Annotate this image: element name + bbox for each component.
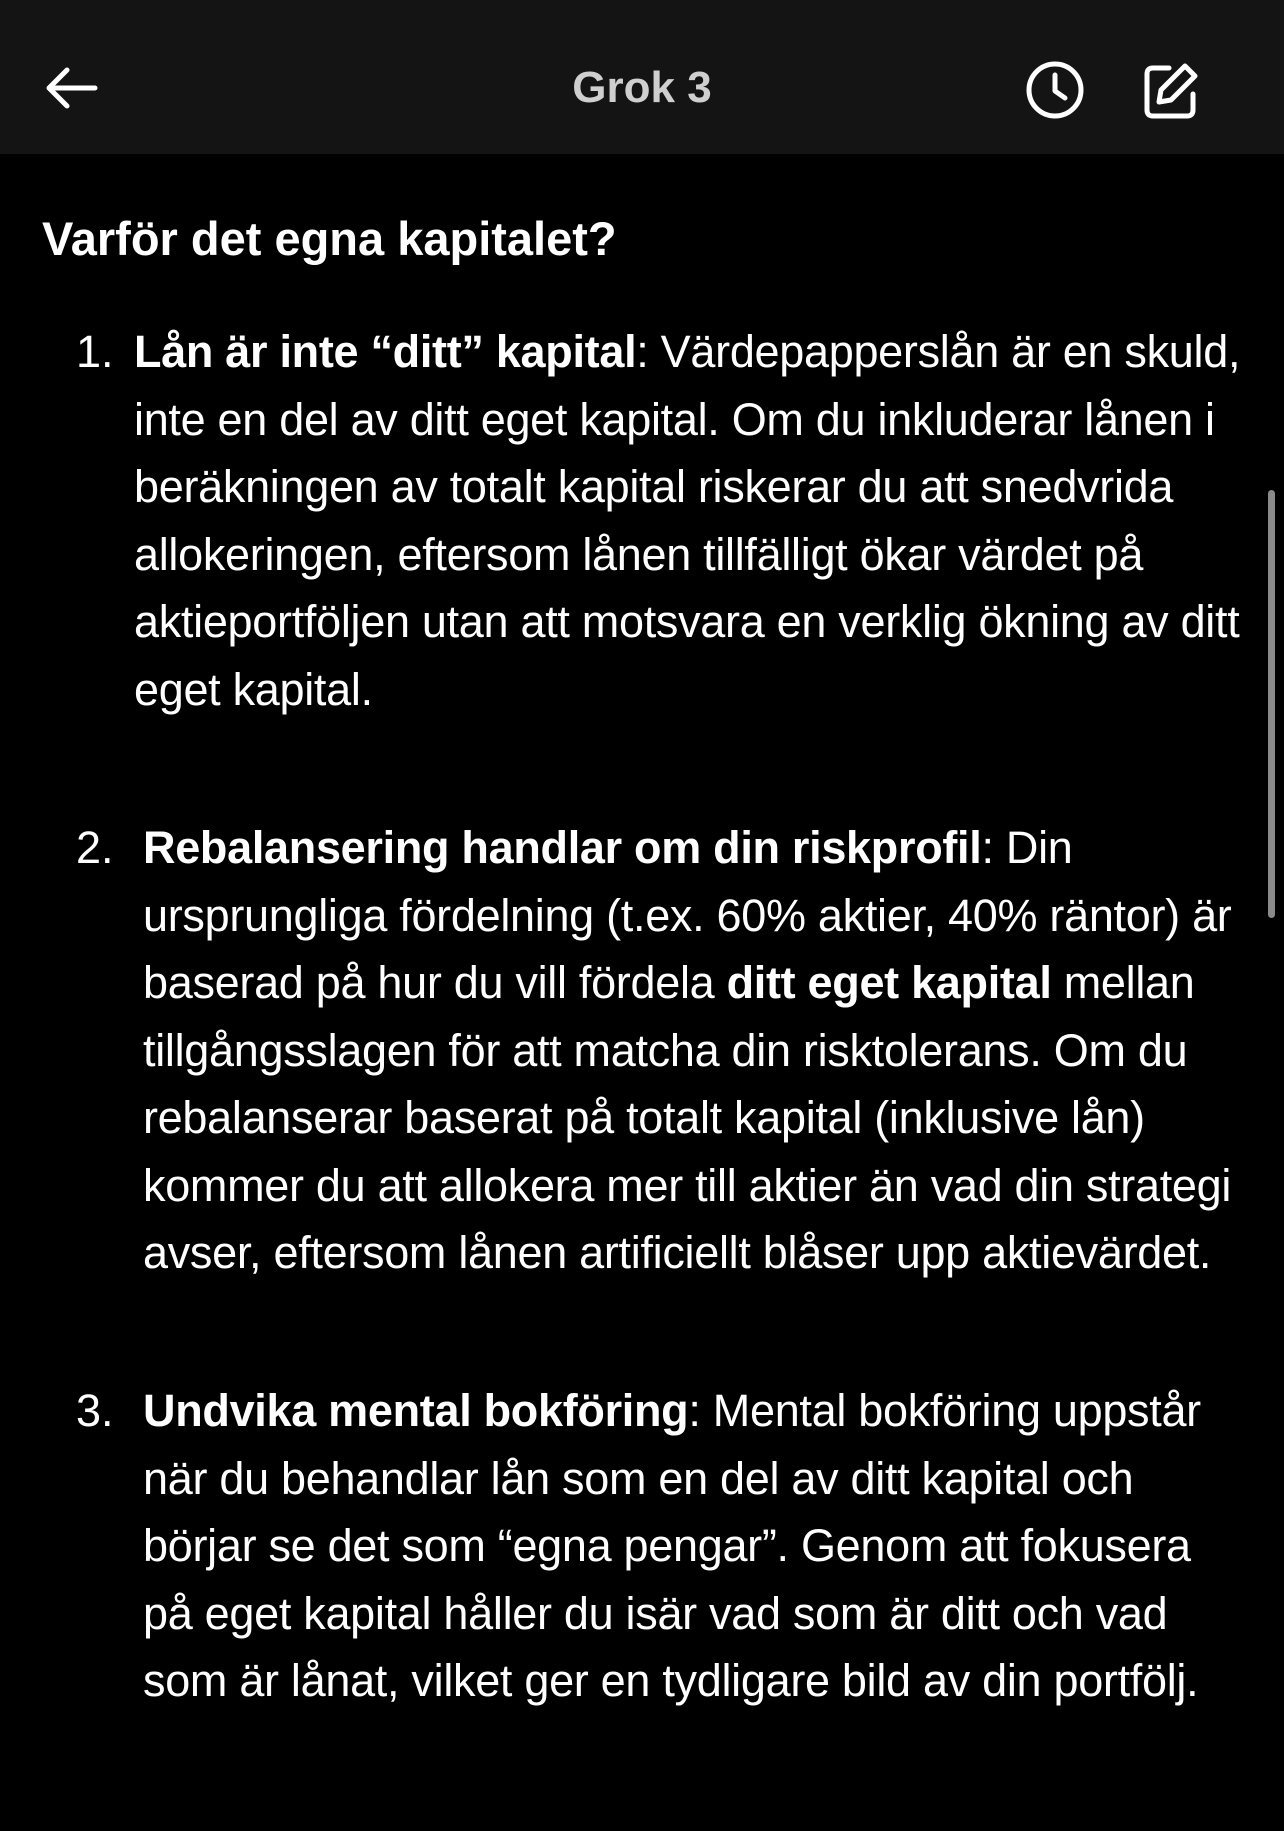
page-title: Grok 3 (572, 63, 712, 112)
clock-icon (1023, 58, 1087, 122)
item-text (143, 1377, 1251, 1715)
item-number: 3. (76, 1385, 114, 1436)
list-item (0, 814, 1284, 1353)
item-body: : Värdepapperslån är en skuld, inte en del av ditt eget kapital. Om du inkluderar lånen i beräkningen av totalt kapital riskerar du att snedvrida allokeringen, eftersom lånen tillfälligt ökar värdet på aktieportföljen utan att motsvara en verklig ökning av ditt eget kapital. (134, 326, 1241, 715)
item-title: Undvika mental bokföring (143, 1385, 689, 1436)
item-number: 2. (76, 822, 114, 873)
item-emphasis: ditt eget kapital (726, 957, 1052, 1008)
item-title: Lån är inte “ditt” kapital (134, 326, 637, 377)
item-title: Rebalansering handlar om din riskprofil (143, 822, 982, 873)
list-item (0, 318, 1284, 790)
item-body-continued: mellan tillgångsslagen för att matcha din risktolerans. Om du rebalanserar baserat på totalt kapital (inklusive lån) kommer du att allokera mer till aktier än vad din strategi avser, eftersom lånen artificiellt blåser upp aktievärdet. (143, 957, 1232, 1278)
numbered-list (0, 318, 1284, 1806)
item-text (143, 814, 1251, 1287)
list-item (0, 1377, 1284, 1782)
edit-icon (1139, 58, 1203, 122)
new-chat-button[interactable] (1137, 56, 1205, 124)
item-text (134, 318, 1249, 723)
history-button[interactable] (1021, 56, 1089, 124)
item-body: : Din ursprungliga fördelning (t.ex. 60% aktier, 40% räntor) är baserad på hur du vill fördela (143, 822, 1232, 1008)
scrollbar[interactable] (1268, 490, 1275, 918)
top-bar (0, 0, 1284, 154)
section-heading: Varför det egna kapitalet? (42, 212, 617, 265)
item-body: : Mental bokföring uppstår när du behandlar lån som en del av ditt kapital och börjar se det som “egna pengar”. Genom att fokusera på eget kapital håller du isär vad som är ditt och vad som är lånat, vilket ger en tydligare bild av din portfölj. (143, 1385, 1201, 1706)
item-number: 1. (76, 326, 114, 377)
